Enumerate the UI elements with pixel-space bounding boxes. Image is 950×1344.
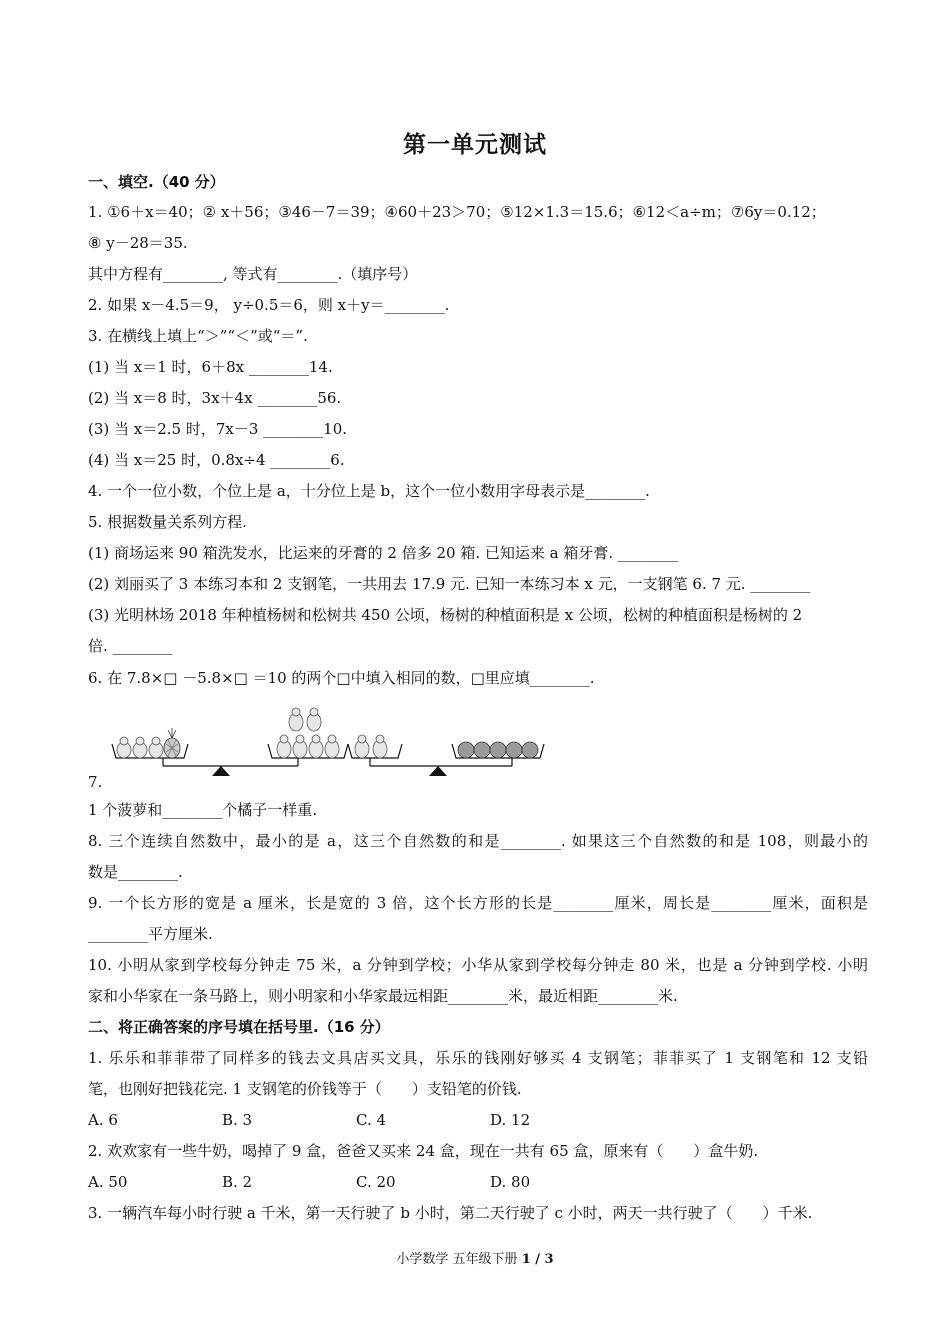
q9-line1: 9. 一个长方形的宽是 a 厘米，长是宽的 3 倍，这个长方形的长是________厘米，周长是________厘米，面积是 — [88, 894, 868, 912]
mc2-options — [88, 1172, 868, 1192]
q3-2: (2) 当 x＝8 时，3x＋4x ________56. — [88, 389, 342, 407]
pineapple-icon — [164, 728, 180, 758]
mc1-line1: 1. 乐乐和菲菲带了同样多的钱去文具店买文具，乐乐的钱刚好够买 4 支钢笔；菲菲买了 1 支钢笔和 12 支铅 — [88, 1049, 868, 1067]
pears-left-2 — [355, 735, 387, 758]
oranges-icon — [458, 742, 538, 758]
q7: 7. — [88, 773, 103, 791]
q2: 2. 如果 x－4.5＝9， y÷0.5＝6，则 x＋y＝________. — [88, 296, 450, 314]
mc2-option-a: A. 50 — [88, 1173, 128, 1191]
q8-line1: 8. 三个连续自然数中，最小的是 a，这三个自然数的和是________. 如果这三个自然数的和是 108，则最小的 — [88, 832, 868, 850]
q5-3-line2: 倍. ________ — [88, 637, 173, 655]
q3-1: (1) 当 x＝1 时，6＋8x ________14. — [88, 358, 333, 376]
mc1-option-b: B. 3 — [222, 1111, 253, 1129]
q10-line2: 家和小华家在一条马路上，则小明家和小华家最远相距________米，最近相距________米. — [88, 987, 678, 1005]
q5: 5. 根据数量关系列方程. — [88, 513, 247, 531]
q3: 3. 在横线上填上“＞”“＜”或“＝”. — [88, 327, 308, 345]
mc1-option-c: C. 4 — [356, 1111, 387, 1129]
mc2: 2. 欢欢家有一些牛奶，喝掉了 9 盒，爸爸又买来 24 盒，现在一共有 65 盒，原来有（ ）盒牛奶. — [88, 1142, 759, 1160]
section-1-heading: 一、填空.（40 分） — [88, 173, 225, 191]
q9-line2: ________平方厘米. — [88, 925, 213, 943]
pears-right-1 — [277, 708, 339, 758]
q3-3: (3) 当 x＝2.5 时，7x－3 ________10. — [88, 420, 348, 438]
q1-line1: 1. ①6＋x＝40；② x＋56；③46－7＝39；④60＋23＞70；⑤12×1.3＝15.6；⑥12＜a÷m；⑦6y＝0.12； — [88, 203, 826, 221]
mc1-options — [88, 1110, 868, 1130]
q3-4: (4) 当 x＝25 时，0.8x÷4 ________6. — [88, 451, 345, 469]
mc1-option-a: A. 6 — [88, 1111, 118, 1129]
page-footer — [0, 1248, 950, 1267]
q1-line2: ⑧ y－28＝35. — [88, 234, 188, 252]
mc2-option-d: D. 80 — [490, 1173, 531, 1191]
footer-page-number: 1 / 3 — [521, 1252, 554, 1267]
footer-subject: 小学数学 五年级下册 — [396, 1252, 518, 1267]
mc2-option-b: B. 2 — [222, 1173, 253, 1191]
q8-line2: 数是________. — [88, 863, 183, 881]
pears-left-1 — [117, 737, 163, 758]
mc3: 3. 一辆汽车每小时行驶 a 千米，第一天行驶了 b 小时，第二天行驶了 c 小时，两天一共行驶了（ ）千米. — [88, 1204, 813, 1222]
mc1-line2: 笔，也刚好把钱花完. 1 支钢笔的价钱等于（ ）支铅笔的价钱. — [88, 1080, 522, 1098]
mc2-option-c: C. 20 — [356, 1173, 396, 1191]
q5-3-line1: (3) 光明林场 2018 年种植杨树和松树共 450 公顷，杨树的种植面积是 x 公顷，松树的种植面积是杨树的 2 — [88, 606, 803, 624]
q1-line3: 其中方程有________, 等式有________.（填序号） — [88, 265, 418, 283]
page-title: 第一单元测试 — [403, 131, 547, 158]
q5-2: (2) 刘丽买了 3 本练习本和 2 支钢笔，一共用去 17.9 元. 已知一本练习本 x 元，一支钢笔 6. 7 元. ________ — [88, 575, 811, 593]
section-2-heading: 二、将正确答案的序号填在括号里.（16 分） — [88, 1018, 390, 1036]
mc1-option-d: D. 12 — [490, 1111, 531, 1129]
q10-line1: 10. 小明从家到学校每分钟走 75 米，a 分钟到学校；小华从家到学校每分钟走 80 米，也是 a 分钟到学校. 小明 — [88, 956, 868, 974]
q6: 6. 在 7.8×□ －5.8×□ ＝10 的两个□中填入相同的数，□里应填________. — [88, 669, 595, 687]
q4: 4. 一个一位小数，个位上是 a，十分位上是 b，这个一位小数用字母表示是________. — [88, 482, 650, 500]
q7-line2: 1 个菠萝和________个橘子一样重. — [88, 801, 318, 819]
q5-1: (1) 商场运来 90 箱洗发水，比运来的牙膏的 2 倍多 20 箱. 已知运来 a 箱牙膏. ________ — [88, 544, 678, 562]
